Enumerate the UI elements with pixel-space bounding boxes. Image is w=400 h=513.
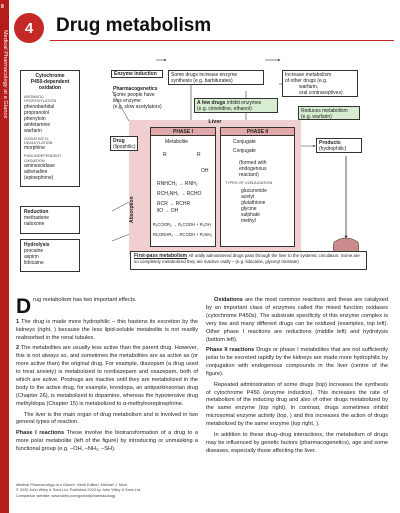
reduces-metabolism-box	[298, 106, 360, 120]
title-rule	[50, 40, 394, 41]
footer-book: Medical Pharmacology at a Glance,	[16, 483, 76, 487]
drug-metabolism-figure	[16, 46, 388, 276]
reduces-line: (e.g. warfarin)	[301, 114, 332, 120]
point-1-number: 1	[16, 319, 20, 325]
phase2-paragraph	[206, 347, 388, 379]
conjugation-type: glucuronide	[241, 188, 267, 194]
hydrolysis-box	[20, 239, 80, 272]
drug-subtitle: (lipophilic)	[113, 144, 136, 150]
pharmacogenetics-line: less enzyme	[113, 98, 141, 104]
phase1-panel	[150, 127, 216, 247]
reduces-line: Reduces metabolism	[301, 108, 348, 114]
point-1-text: The drug is made more hydrophilic – this hastens its excretion by the kidneys (right, ) because the less lipid-soluble metabolite is not readily reabsorbed in the renal tubules.	[16, 319, 198, 341]
ring-r-right: R	[197, 152, 201, 158]
phase1-title: PHASE I	[151, 128, 215, 136]
phase1-row: RNHCH₃ → RNH₂	[157, 181, 198, 187]
cyp-item: amfetamine	[24, 121, 51, 128]
phase2-text: Drugs or phase I metabolites that are not sufficiently polar to be excreted rapidly by the kidneys are made more hydrophilic by conjugation with endogenous compounds in the liver (centre of the figure).	[206, 347, 389, 378]
cyp-title-1: Cytochrome	[35, 73, 65, 79]
dropcap: D	[16, 295, 32, 318]
footer-companion: Companion website: www.wiley.com/go/neal/pharmacology	[16, 493, 116, 498]
interactions-paragraph: In addition to these drug–drug interactions, the metabolism of drugs may be influenced by genetic factors (pharmacogenetics), age and some diseases, especially those affecting the liver.	[206, 431, 388, 454]
phase2-desc-line: reactant)	[239, 172, 259, 178]
enzyme-induction-box: Enzyme induction	[111, 70, 163, 78]
conjugation-type: methyl	[241, 218, 256, 224]
reduction-title: Reduction	[24, 209, 49, 215]
phase2-heading: Phase II reactions	[206, 347, 255, 354]
inhibit-example: (e.g. cimetidine, ethanol)	[197, 106, 252, 112]
pharmacogenetics-title: Pharmacogenetics	[113, 86, 158, 92]
cyp-section3-label: P450-INDEPENDENT OXIDATION	[24, 154, 62, 163]
conjugation-type: glycine	[241, 206, 257, 212]
page-number: 8	[1, 4, 4, 10]
reduction-box	[20, 206, 80, 234]
hydrolysis-item: aspirin	[24, 254, 39, 260]
increase-metabolism-line: oral contraceptives)	[299, 90, 343, 96]
metabolite-label: Metabolite	[165, 139, 189, 145]
phase1-row: RCH₂NH₂ → RCHO	[157, 191, 202, 197]
phase1-paragraph	[16, 430, 198, 454]
inhibit-enzymes-box	[194, 98, 278, 113]
first-pass-text: All orally administered drugs pass through the liver to the systemic circulation. Some are so completely metabolized they are inactive orally – (e.g. lidocaine, glyceryl trinitrate)	[134, 253, 360, 264]
conjugation-types	[241, 188, 267, 224]
point-2-number: 2	[16, 345, 20, 352]
conjugate-label-1: Conjugate	[233, 139, 256, 145]
intro-paragraph	[16, 295, 198, 318]
increase-metabolism-box	[282, 70, 358, 97]
phase1-row: ‖O → OH	[157, 208, 179, 214]
some-drugs-line: Some drugs increase enzyme	[171, 72, 238, 78]
inhibit-rest: inhibit enzymes	[226, 100, 262, 106]
body-right-column	[206, 297, 388, 458]
cyp-title-2: P450-dependent	[30, 79, 70, 85]
cyp-item: warfarin	[24, 127, 42, 134]
phase2-panel	[220, 127, 295, 247]
absorption-label: Absorption	[129, 196, 135, 224]
point-2	[16, 345, 198, 409]
phase2-desc-line: endogenous	[239, 166, 267, 172]
sidebar	[0, 0, 9, 513]
cyp-item: (epinephrine)	[24, 175, 54, 182]
cyp-item: morphine	[24, 145, 45, 152]
point-2-text: The metabolites are usually less active than the parent drug. However, this is not always so, and sometimes the metabolites are as active as (or more active than) the original drug. For example, diazepam (a drug used to treat anxiety) is metabolized to nordiazepam and oxazepam, both of which are active. Prodrugs are inactive until they are metabolized in the body to the active drug, for example, levodopa, an antiparkinsonian drug (Chapter 26), is metabolized to dopamine, whereas the hypotensive drug methyldopa (Chapter 15) is metabolized to α-methylnorepinephrine.	[16, 345, 199, 407]
point-1	[16, 315, 198, 343]
inhibit-title: A few drugs	[197, 100, 226, 106]
chapter-number-badge: 4	[14, 13, 44, 43]
conjugation-types-label: TYPES OF CONJUGATION	[225, 181, 273, 185]
conjugation-type: glutathione	[241, 200, 266, 206]
cyp-section2-label: OXIDATIVE N-DEALKYLATION	[24, 136, 53, 146]
phase2-desc	[239, 160, 267, 178]
increase-metabolism-line: of other drugs (e.g.	[285, 78, 328, 84]
cyp-title-3: oxidation	[38, 85, 62, 91]
phase2-title: PHASE II	[221, 128, 294, 136]
induction-paragraph: Repeated administration of some drugs (top) increases the synthesis of cytochrome P450 (enzyme induction). This increases the rate of metabolism of the inducing drug and also of other drugs metabolized by the same enzyme (top right). In contrast, drugs sometimes inhibit microsomal enzyme activity (top, ) and this increases the action of drugs metabolized by the same enzyme (top right, ).	[206, 381, 388, 428]
book-title: Medical Pharmacology at a Glance	[2, 30, 8, 119]
oxidations-text: are the most common reactions and these are catalysed by an important class of enzymes called the mixed function oxidases (cytochrome P450s). The substrate specificity of this enzyme complex is very low and many different drugs can be oxidized (examples, top left). Other phase I reactions are reductions (middle left) and hydrolysis (bottom left).	[206, 297, 388, 343]
drug-title: Drug	[113, 138, 125, 144]
liver-paragraph: The liver is the main organ of drug metabolism and is involved in two general types of reaction.	[16, 411, 198, 426]
phase1-heading: Phase I reactions	[16, 429, 65, 436]
products-title: Products	[319, 140, 341, 146]
conjugate-label-2: Conjugate	[233, 148, 256, 154]
conjugation-type: acetyl	[241, 194, 255, 200]
hydrolysis-item: lidocaine	[24, 260, 44, 266]
footer-edition: Ninth Edition. Michael J. Neal.	[77, 483, 128, 487]
pharmacogenetics	[113, 86, 183, 110]
body-left-column	[16, 297, 198, 456]
footer-credits	[16, 483, 216, 499]
first-pass-title: First-pass metabolism	[134, 253, 188, 259]
oxidations-paragraph	[206, 297, 388, 345]
some-drugs-line: synthesis (e.g. barbiturates)	[171, 78, 233, 84]
intro-text: rug metabolism has two important effects.	[33, 297, 137, 303]
cyp-section1-label: AROMATIC HYDROXYLATION	[24, 95, 57, 104]
ring-oh: OH	[201, 168, 209, 174]
oxidations-heading: Oxidations	[214, 297, 243, 303]
cyp-item: phenytoin	[24, 115, 46, 122]
pharmacogenetics-line: (e.g. slow acetylators)	[113, 104, 162, 110]
phase1-row: RCONHR₂ → RCOOH + R₂NH₂	[153, 232, 213, 237]
products-subtitle: (hydrophilic)	[319, 146, 347, 152]
conjugation-type: sulphate	[241, 212, 260, 218]
increase-metabolism-line: Increase metabolism	[285, 72, 332, 78]
footer-copyright: © 2020 John Wiley & Sons Ltd. Published 2020 by John Wiley & Sons Ltd.	[16, 488, 142, 493]
liver-label: Liver	[208, 119, 222, 125]
first-pass-box	[130, 251, 367, 270]
reduction-item: naloxone	[24, 221, 45, 227]
cyp-item: phenobarbital	[24, 103, 55, 110]
cyp-item: aminexoidase	[24, 163, 55, 170]
products-box	[316, 138, 362, 153]
phase1-row: RCR → RCHR	[157, 201, 191, 207]
increase-metabolism-line: warfarin,	[299, 84, 319, 90]
chapter-title: Drug metabolism	[56, 15, 212, 36]
phase1-row: R₁COOR₂ → R₁COOH + R₂OH	[153, 222, 211, 227]
hydrolysis-item: procaine	[24, 248, 44, 254]
some-drugs-increase-box	[168, 70, 264, 85]
cyp-item: adrenaline	[24, 169, 48, 176]
ring-r-left: R	[163, 152, 167, 158]
cyp-oxidation-box	[20, 70, 80, 187]
cyp-item: propranolol	[24, 109, 50, 116]
hydrolysis-title: Hydrolysis	[24, 242, 50, 248]
phase2-desc-line: (formed with	[239, 160, 267, 166]
pharmacogenetics-line: Some people have	[113, 92, 155, 98]
reduction-item: methadone	[24, 215, 50, 221]
drug-box	[110, 136, 138, 151]
phase1-text: These involve the biotransformation of a drug to a more polar metabolite (left of the figure) by introducing or unmasking a functional group (e.g. –OH, –NH₂, –SH).	[16, 429, 199, 452]
